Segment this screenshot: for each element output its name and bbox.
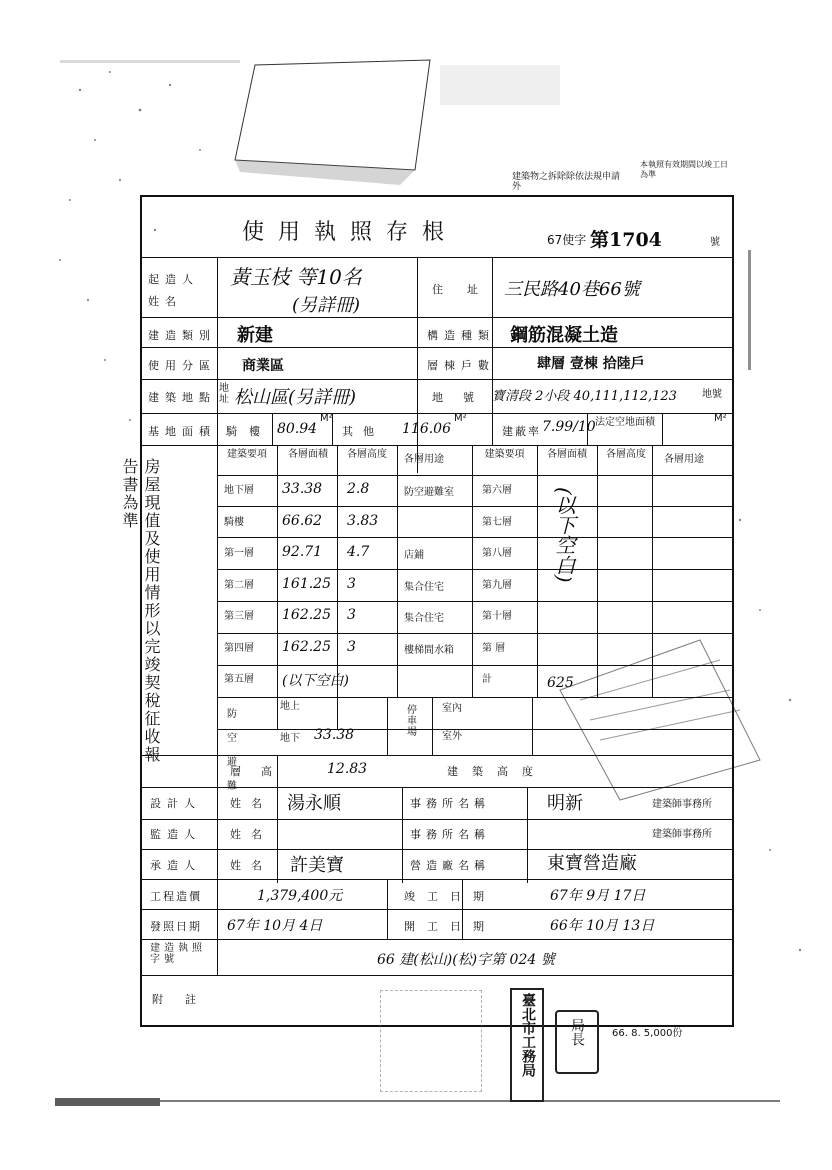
complete-value: 67年 9月 17日 — [550, 888, 646, 904]
applicant-sub: (另詳冊) — [292, 295, 361, 316]
floor-label: 騎樓 — [224, 516, 244, 528]
zone-value: 商業區 — [242, 358, 284, 374]
seal-name: 臺北市工務局 — [520, 993, 536, 1077]
structure-value: 鋼筋混凝土造 — [510, 325, 618, 346]
start-value: 66年 10月 13日 — [550, 918, 655, 934]
floor-use: 店鋪 — [404, 550, 424, 561]
above-label: 地上 — [280, 701, 300, 712]
building-type-value: 新建 — [237, 325, 273, 346]
license-suffix: 號 — [710, 237, 720, 248]
license-number: 第1704 — [590, 229, 662, 251]
contractor-name: 許美寶 — [290, 855, 344, 876]
col-item-left: 建築要項 — [227, 449, 267, 460]
designer-name-label: 姓名 — [230, 797, 272, 810]
usage-license-form — [140, 195, 734, 1027]
supervisor-name-label: 姓名 — [230, 828, 272, 841]
floor-area: 162.25 — [282, 607, 331, 623]
arcade-area: 80.94 — [277, 421, 318, 437]
seal-right: 局長 — [569, 1018, 585, 1046]
floor-area: 161.25 — [282, 575, 331, 592]
floors-value: 肆層 壹棟 拾陸戶 — [537, 356, 645, 372]
below-label: 地下 — [280, 733, 300, 744]
permit-value: 66 建(松山)(松)字第 024 號 — [377, 952, 555, 968]
floor-height: 3 — [347, 607, 356, 623]
floor-area: 92.71 — [282, 544, 323, 560]
floor-label: 第四層 — [224, 642, 254, 654]
cost-label: 工程造價 — [150, 890, 202, 903]
floor-area: 66.62 — [282, 512, 323, 529]
top-stamp-right: 本執照有效期間以竣工日為準 — [640, 160, 728, 179]
address-value: 三民路40巷66號 — [504, 279, 640, 300]
col-use-left: 各層用途 — [404, 454, 444, 465]
floor-label-right: 第八層 — [482, 548, 512, 559]
lot-suffix: 地號 — [702, 389, 722, 400]
building-type-label: 建造類別 — [148, 329, 216, 342]
site-prefix: 地址 — [219, 383, 229, 405]
floor-use: 集合住宅 — [404, 613, 444, 624]
supervisor-office-suffix: 建築師事務所 — [652, 829, 712, 840]
form-title: 使用執照存根 — [242, 220, 459, 245]
floor-label-right: 第 層 — [482, 642, 506, 654]
outdoor-label: 室外 — [442, 731, 462, 742]
floor-height-value: 12.83 — [327, 761, 368, 777]
building-height-label: 建築高度 — [447, 765, 547, 778]
note-label: 附註 — [152, 993, 218, 1006]
floor-label: 地下層 — [224, 485, 254, 496]
floor-label-right: 第十層 — [482, 611, 512, 622]
issue-label: 發照日期 — [150, 920, 202, 933]
contractor-label: 承造人 — [150, 859, 201, 872]
applicant-value: 黃玉枝 等10名 — [230, 265, 362, 289]
right-blank-note: (以下空白) — [552, 487, 576, 583]
designer-office-suffix: 建築師事務所 — [652, 799, 712, 810]
coverage-label: 建蔽率 — [502, 425, 541, 438]
floor-height: 4.7 — [347, 544, 370, 560]
faded-stamp — [380, 990, 482, 1092]
site-value: 松山區(另詳冊) — [234, 387, 357, 408]
floor-label: 第一層 — [224, 548, 254, 559]
area-label: 基地面積 — [148, 425, 216, 438]
top-stamp: 建築物之拆除除依法規申請外 — [512, 172, 621, 192]
lot-value: 寶清段 2小段 40,111,112,123 — [492, 389, 677, 404]
floor-label: 第三層 — [224, 611, 254, 622]
complete-label: 竣工日期 — [404, 890, 496, 903]
floor-area: 33.38 — [282, 481, 323, 497]
shelter-label: 防空避難 — [227, 709, 249, 792]
applicant-label: 起造人姓名 — [148, 273, 199, 308]
contractor-factory-label: 營造廠名稱 — [410, 859, 490, 872]
floor-label: 第二層 — [224, 579, 254, 591]
permit-label: 建造執照字號 — [150, 943, 206, 965]
zone-label: 使用分區 — [148, 359, 216, 372]
col-height-left: 各層高度 — [347, 449, 387, 460]
floors-label: 層棟戶數 — [427, 359, 495, 372]
floor-label-right: 第七層 — [482, 516, 512, 528]
col-area-left: 各層面積 — [288, 449, 328, 460]
contractor-name-label: 姓名 — [230, 859, 272, 872]
site-label: 建築地點 — [148, 391, 216, 404]
total-value: 625 — [547, 675, 574, 691]
floor-height: 3 — [347, 638, 356, 655]
designer-office: 明新 — [547, 793, 583, 814]
floor-height: 3.83 — [347, 512, 379, 529]
legal-space-unit: M² — [714, 413, 727, 424]
lot-label: 地號 — [432, 391, 494, 404]
arcade-label: 騎樓 — [226, 425, 272, 438]
arcade-unit: M² — [320, 413, 333, 424]
license-prefix: 67使字 — [547, 233, 587, 247]
below-value: 33.38 — [314, 727, 355, 743]
address-label: 住址 — [432, 283, 502, 296]
designer-name: 湯永順 — [287, 793, 341, 814]
col-item-right: 建築要項 — [484, 449, 525, 460]
supervisor-office-label: 事務所名稱 — [410, 828, 490, 841]
cost-value: 1,379,400元 — [257, 888, 343, 904]
supervisor-label: 監造人 — [150, 828, 201, 841]
seal-signature — [555, 1010, 599, 1074]
start-label: 開工日期 — [404, 920, 496, 933]
floor-label-right: 第九層 — [482, 579, 512, 591]
other-area: 116.06 — [402, 421, 451, 437]
parking-label: 停車場 — [407, 705, 417, 738]
col-use-right: 各層用途 — [664, 454, 704, 465]
floor-area: 162.25 — [282, 638, 331, 655]
issue-value: 67年 10月 4日 — [227, 918, 323, 934]
designer-office-label: 事務所名稱 — [410, 797, 490, 810]
floor-label-right: 第六層 — [482, 485, 512, 496]
designer-label: 設計人 — [150, 797, 201, 810]
structure-label: 構造種類 — [427, 329, 495, 342]
legal-space-label: 法定空地面積 — [595, 417, 655, 428]
floor-label: 第五層 — [224, 674, 254, 685]
floor-area: (以下空白) — [282, 673, 349, 689]
floor-height: 3 — [347, 575, 356, 592]
coverage-value: 7.99/10 — [542, 419, 596, 435]
floor-height: 2.8 — [347, 481, 370, 497]
official-seal — [510, 988, 544, 1102]
floor-use: 防空避難室 — [404, 487, 454, 498]
floor-height-label: 層高 — [230, 765, 292, 778]
col-height-right: 各層高度 — [606, 449, 646, 460]
floor-use: 集合住宅 — [404, 581, 444, 593]
margin-note: 房屋現值及使用情形以完竣契稅征收報告書為準 — [120, 458, 161, 764]
print-note: 66. 8. 5,000份 — [612, 1028, 683, 1039]
contractor-factory: 東寶營造廠 — [547, 853, 637, 874]
other-unit: M² — [454, 413, 467, 424]
other-label: 其他 — [342, 425, 384, 438]
floor-use: 樓梯間水箱 — [404, 644, 454, 656]
floor-label-right: 計 — [482, 674, 492, 685]
indoor-label: 室內 — [442, 703, 462, 714]
col-area-right: 各層面積 — [547, 449, 587, 460]
